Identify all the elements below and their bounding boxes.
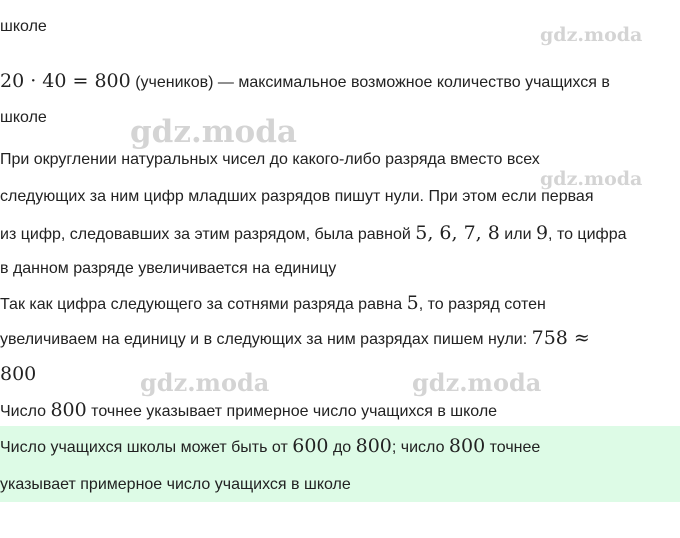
text: При округлении натуральных чисел до какого-либо разряда вместо всех (0, 151, 540, 168)
text: , то цифра (548, 226, 627, 243)
text: из цифр, следовавших за этим разрядом, была равной (0, 226, 416, 243)
text-line (0, 327, 590, 351)
math-expression: 800 (50, 399, 87, 421)
text: следующих за ним цифр младших разрядов пишут нули. При этом если первая (0, 188, 594, 205)
math-expression: 800 (0, 363, 37, 385)
math-expression: 800 (355, 435, 392, 457)
text: Число (0, 403, 51, 420)
watermark: gdz.moda (540, 24, 643, 46)
text: (учеников) — максимальное возможное количество учащихся в (130, 74, 610, 91)
text-line (0, 292, 546, 316)
math-expression: 9 (535, 222, 549, 244)
text-line (0, 363, 36, 387)
text-line (0, 186, 593, 208)
text: указывает примерное число учащихся в школе (0, 476, 351, 493)
math-expression: 5 (406, 292, 419, 314)
text-line (0, 258, 336, 280)
math-expression: 600 (292, 435, 329, 457)
math-expression: 20 · 40 = 800 (0, 70, 131, 92)
text-line (0, 70, 610, 94)
text: в данном разряде увеличивается на единицу (0, 260, 337, 277)
text-line (0, 107, 47, 129)
math-expression: 5, 6, 7, 8 (415, 222, 500, 244)
text: Так как цифра следующего за сотнями разряда равна (0, 296, 407, 313)
text: школе (0, 109, 47, 126)
text: школе (0, 18, 47, 35)
text-line (0, 474, 351, 496)
text: или (499, 226, 536, 243)
text: Число учащихся школы может быть от (0, 439, 293, 456)
text-line (0, 16, 47, 38)
text-line (0, 435, 540, 459)
watermark: gdz.moda (140, 368, 270, 397)
math-expression: 800 (448, 435, 486, 457)
text: увеличиваем на единицу и в следующих за ним разрядах пишем нули: (0, 331, 532, 348)
text-line (0, 222, 627, 246)
text: ; число (391, 439, 449, 456)
text: до (328, 439, 356, 456)
watermark: gdz.moda (412, 368, 542, 397)
text-line (0, 399, 497, 423)
watermark: gdz.moda (130, 114, 297, 150)
text: точнее указывает примерное число учащихся в школе (86, 403, 498, 420)
watermark: gdz.moda (540, 168, 643, 190)
text-line (0, 149, 540, 171)
text: , то разряд сотен (418, 296, 546, 313)
answer-box (0, 426, 680, 502)
math-expression: 758 ≈ (531, 327, 590, 349)
text: точнее (485, 439, 541, 456)
